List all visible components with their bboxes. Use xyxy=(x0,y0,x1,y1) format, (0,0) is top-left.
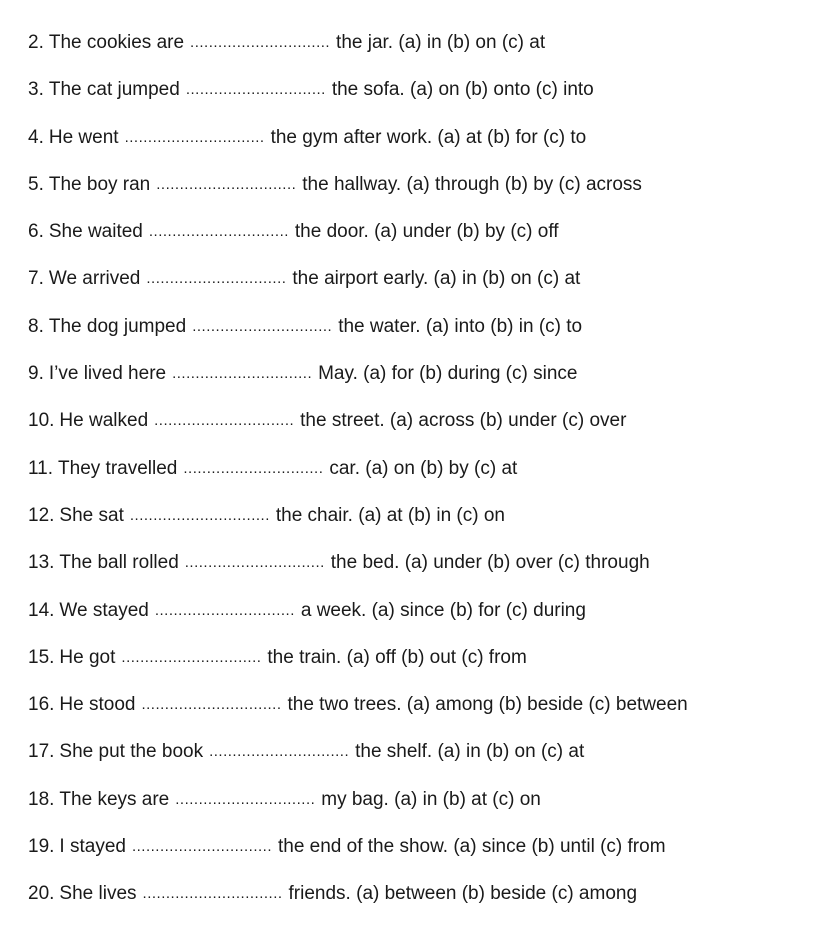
question-text-before: The cat jumped xyxy=(48,79,180,101)
question-text-after: the street. (a) across (b) under (c) over xyxy=(300,410,627,432)
question-text-after: the water. (a) into (b) in (c) to xyxy=(338,315,583,337)
question-text-before: She waited xyxy=(48,221,143,243)
question-text-before: I stayed xyxy=(59,836,126,858)
answer-blank xyxy=(175,787,315,813)
question-row xyxy=(28,598,835,645)
question-text-before: The ball rolled xyxy=(59,552,179,574)
question-row xyxy=(28,550,835,597)
question-row xyxy=(28,266,835,313)
question-row xyxy=(28,219,835,266)
question-number: 19. xyxy=(28,836,55,858)
question-text-before: He stood xyxy=(59,694,136,716)
question-text-before: The keys are xyxy=(59,788,170,810)
question-text-after: the airport early. (a) in (b) on (c) at xyxy=(292,268,581,290)
question-row xyxy=(28,787,835,834)
question-text-before: I’ve lived here xyxy=(48,363,167,385)
question-text-after: car. (a) on (b) by (c) at xyxy=(329,457,518,479)
question-text-after: May. (a) for (b) during (c) since xyxy=(318,363,578,385)
question-number: 15. xyxy=(28,646,55,668)
question-number: 11. xyxy=(28,457,54,479)
question-number: 8. xyxy=(28,315,44,337)
question-row xyxy=(28,408,835,455)
question-text-after: the shelf. (a) in (b) on (c) at xyxy=(355,741,585,763)
question-text-before: We stayed xyxy=(59,599,149,621)
answer-blank xyxy=(155,598,295,624)
answer-blank xyxy=(172,361,312,387)
question-text-before: The cookies are xyxy=(48,32,185,53)
question-text-before: He walked xyxy=(59,410,149,432)
question-number: 14. xyxy=(28,599,55,621)
question-text-before: The dog jumped xyxy=(48,315,187,337)
question-number: 7. xyxy=(28,268,44,290)
question-text-after: the jar. (a) in (b) on (c) at xyxy=(336,32,546,53)
question-row xyxy=(28,692,835,739)
question-row xyxy=(28,834,835,881)
question-text-after: the two trees. (a) among (b) beside (c) between xyxy=(287,694,688,716)
question-text-after: the train. (a) off (b) out (c) from xyxy=(267,646,527,668)
question-number: 2. xyxy=(28,32,44,53)
question-number: 17. xyxy=(28,741,55,763)
worksheet xyxy=(28,30,835,929)
question-text-before: The boy ran xyxy=(48,173,151,195)
answer-blank xyxy=(183,456,323,482)
answer-blank xyxy=(132,834,272,860)
question-number: 16. xyxy=(28,694,55,716)
answer-blank xyxy=(185,550,325,576)
question-text-after: the chair. (a) at (b) in (c) on xyxy=(275,504,506,526)
question-row xyxy=(28,503,835,550)
question-text-after: the end of the show. (a) since (b) until (c) from xyxy=(277,836,666,858)
question-text-before: He got xyxy=(59,646,116,668)
question-text-after: friends. (a) between (b) beside (c) among xyxy=(288,883,638,905)
question-row xyxy=(28,456,835,503)
question-text-after: a week. (a) since (b) for (c) during xyxy=(300,599,586,621)
answer-blank xyxy=(156,172,296,198)
answer-blank xyxy=(209,739,349,765)
question-text-after: my bag. (a) in (b) at (c) on xyxy=(321,788,541,810)
question-number: 3. xyxy=(28,79,44,101)
question-row xyxy=(28,361,835,408)
question-number: 20. xyxy=(28,883,55,905)
question-number: 12. xyxy=(28,504,55,526)
question-number: 9. xyxy=(28,363,44,385)
question-number: 5. xyxy=(28,173,44,195)
answer-blank xyxy=(186,77,326,103)
question-number: 18. xyxy=(28,788,55,810)
answer-blank xyxy=(141,692,281,718)
question-row xyxy=(28,125,835,172)
question-number: 13. xyxy=(28,552,55,574)
question-row xyxy=(28,881,835,928)
question-row xyxy=(28,645,835,692)
question-row xyxy=(28,172,835,219)
question-text-before: She lives xyxy=(59,883,137,905)
question-text-after: the gym after work. (a) at (b) for (c) to xyxy=(270,126,587,148)
question-text-after: the hallway. (a) through (b) by (c) across xyxy=(302,173,642,195)
answer-blank xyxy=(121,645,261,671)
answer-blank xyxy=(149,219,289,245)
question-number: 10. xyxy=(28,410,55,432)
answer-blank xyxy=(190,30,330,56)
question-text-after: the sofa. (a) on (b) onto (c) into xyxy=(331,79,594,101)
question-text-before: They travelled xyxy=(58,457,178,479)
question-text-after: the bed. (a) under (b) over (c) through xyxy=(330,552,650,574)
question-text-before: She put the book xyxy=(59,741,204,763)
answer-blank xyxy=(143,881,283,907)
answer-blank xyxy=(130,503,270,529)
question-row xyxy=(28,314,835,361)
question-row xyxy=(28,77,835,124)
answer-blank xyxy=(192,314,332,340)
question-number: 4. xyxy=(28,126,44,148)
answer-blank xyxy=(154,408,294,434)
answer-blank xyxy=(146,266,286,292)
question-number: 6. xyxy=(28,221,44,243)
question-text-before: He went xyxy=(48,126,119,148)
question-row xyxy=(28,30,835,77)
question-row xyxy=(28,739,835,786)
answer-blank xyxy=(125,125,265,151)
question-text-before: We arrived xyxy=(48,268,141,290)
question-text-after: the door. (a) under (b) by (c) off xyxy=(294,221,559,243)
question-text-before: She sat xyxy=(59,504,124,526)
